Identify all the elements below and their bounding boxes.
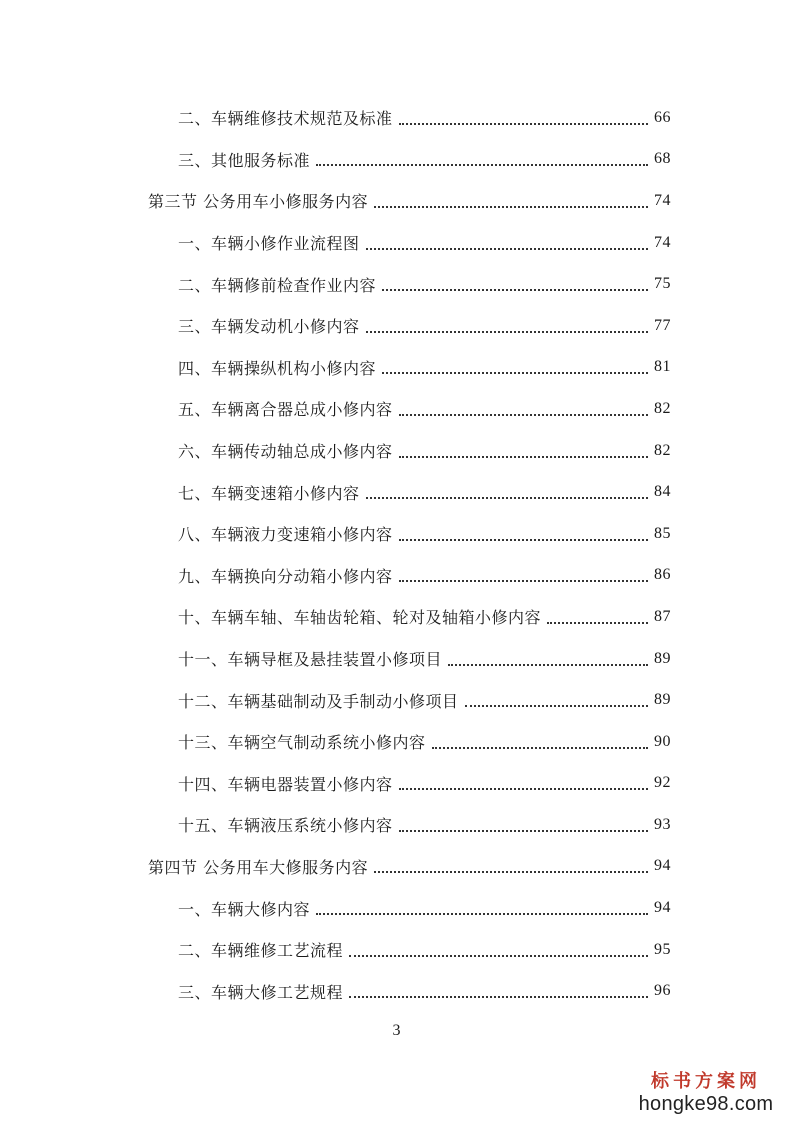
toc-entry-page: 89: [654, 691, 671, 709]
toc-entry-page: 81: [654, 358, 671, 376]
toc-entry[interactable]: [0, 679, 793, 721]
dot-leader: [399, 788, 648, 790]
toc-entry[interactable]: [0, 263, 793, 305]
dot-leader: [399, 830, 648, 832]
dot-leader: [366, 497, 648, 499]
dot-leader: [316, 913, 648, 915]
toc-entry-label: 三、车辆发动机小修内容: [178, 317, 360, 337]
toc-entry[interactable]: [0, 638, 793, 680]
toc-entry-page: 85: [654, 524, 671, 542]
dot-leader: [432, 747, 648, 749]
table-of-contents: [0, 97, 793, 1012]
toc-entry-label: 六、车辆传动轴总成小修内容: [178, 442, 393, 462]
toc-entry-page: 75: [654, 275, 671, 293]
toc-entry-page: 74: [654, 191, 671, 209]
dot-leader: [374, 206, 648, 208]
dot-leader: [547, 622, 648, 624]
toc-section-entry[interactable]: [0, 846, 793, 888]
dot-leader: [399, 414, 648, 416]
toc-entry-label: 十五、车辆液压系统小修内容: [178, 816, 393, 836]
toc-entry[interactable]: [0, 97, 793, 139]
dot-leader: [399, 580, 648, 582]
dot-leader: [382, 372, 648, 374]
toc-entry[interactable]: [0, 763, 793, 805]
toc-entry[interactable]: [0, 555, 793, 597]
toc-entry-label: 三、其他服务标准: [178, 150, 311, 170]
toc-entry[interactable]: [0, 139, 793, 181]
toc-entry[interactable]: [0, 596, 793, 638]
toc-entry-label: 二、车辆修前检查作业内容: [178, 275, 377, 295]
toc-entry-page: 94: [654, 857, 671, 875]
toc-entry-label: 十四、车辆电器装置小修内容: [178, 774, 393, 794]
dot-leader: [399, 123, 648, 125]
toc-entry-label: 四、车辆操纵机构小修内容: [178, 358, 377, 378]
toc-entry[interactable]: [0, 929, 793, 971]
toc-entry-page: 77: [654, 316, 671, 334]
toc-entry-label: 三、车辆大修工艺规程: [178, 982, 344, 1002]
toc-entry-label: 十、车辆车轴、车轴齿轮箱、轮对及轴箱小修内容: [178, 608, 542, 628]
dot-leader: [366, 248, 648, 250]
toc-entry-page: 95: [654, 940, 671, 958]
page-number: 3: [392, 1022, 401, 1039]
toc-entry-label: 一、车辆大修内容: [178, 899, 311, 919]
toc-entry-page: 82: [654, 441, 671, 459]
toc-entry-label: 十一、车辆导框及悬挂装置小修项目: [178, 650, 443, 670]
toc-entry-label: 二、车辆维修工艺流程: [178, 941, 344, 961]
toc-entry[interactable]: [0, 222, 793, 264]
dot-leader: [399, 456, 648, 458]
dot-leader: [349, 955, 648, 957]
toc-entry-page: 84: [654, 483, 671, 501]
toc-entry[interactable]: [0, 721, 793, 763]
toc-entry-label: 五、车辆离合器总成小修内容: [178, 400, 393, 420]
dot-leader: [448, 664, 648, 666]
toc-entry-label: 九、车辆换向分动箱小修内容: [178, 566, 393, 586]
toc-entry-page: 92: [654, 774, 671, 792]
dot-leader: [366, 331, 648, 333]
toc-entry-label: 七、车辆变速箱小修内容: [178, 483, 360, 503]
toc-entry-page: 93: [654, 815, 671, 833]
toc-entry-label: 第四节 公务用车大修服务内容: [148, 857, 369, 877]
toc-entry-label: 第三节 公务用车小修服务内容: [148, 192, 369, 212]
toc-entry[interactable]: [0, 471, 793, 513]
toc-entry-page: 96: [654, 982, 671, 1000]
dot-leader: [382, 289, 648, 291]
toc-entry-page: 74: [654, 233, 671, 251]
toc-entry[interactable]: [0, 804, 793, 846]
toc-entry-label: 一、车辆小修作业流程图: [178, 234, 360, 254]
toc-entry[interactable]: [0, 430, 793, 472]
toc-entry-label: 二、车辆维修技术规范及标准: [178, 109, 393, 129]
toc-entry[interactable]: [0, 970, 793, 1012]
toc-section-entry[interactable]: [0, 180, 793, 222]
toc-entry-page: 94: [654, 899, 671, 917]
toc-entry-page: 89: [654, 649, 671, 667]
toc-entry[interactable]: [0, 513, 793, 555]
watermark-site: hongke98.com: [638, 1093, 774, 1115]
toc-entry[interactable]: [0, 347, 793, 389]
toc-entry-label: 十二、车辆基础制动及手制动小修项目: [178, 691, 459, 711]
toc-entry-page: 66: [654, 108, 671, 126]
toc-entry-page: 87: [654, 607, 671, 625]
toc-entry[interactable]: [0, 305, 793, 347]
toc-entry-page: 86: [654, 566, 671, 584]
dot-leader: [374, 871, 648, 873]
watermark-title: 标书方案网: [651, 1071, 761, 1092]
toc-entry-label: 八、车辆液力变速箱小修内容: [178, 525, 393, 545]
toc-entry-page: 68: [654, 150, 671, 168]
dot-leader: [399, 539, 648, 541]
toc-entry[interactable]: [0, 887, 793, 929]
dot-leader: [349, 996, 648, 998]
toc-entry-label: 十三、车辆空气制动系统小修内容: [178, 733, 426, 753]
toc-entry[interactable]: [0, 388, 793, 430]
toc-entry-page: 90: [654, 732, 671, 750]
dot-leader: [465, 705, 648, 707]
dot-leader: [316, 164, 648, 166]
watermark: [631, 1067, 781, 1116]
toc-entry-page: 82: [654, 399, 671, 417]
